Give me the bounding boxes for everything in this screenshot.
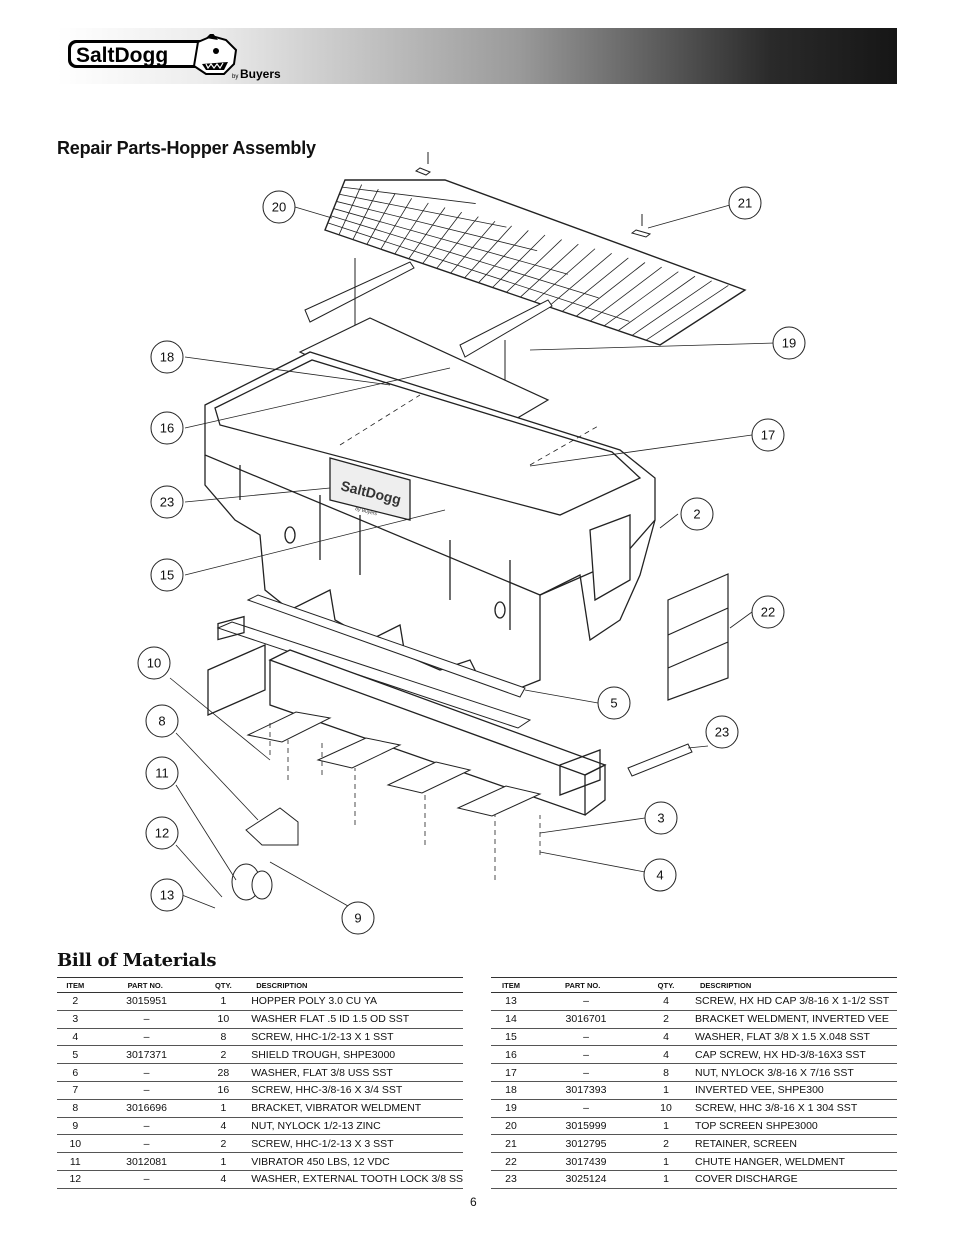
callout xyxy=(681,498,713,530)
callout-number: 20 xyxy=(271,199,287,215)
bom-qty: 1 xyxy=(200,1099,248,1117)
col-qty: QTY. xyxy=(200,978,248,993)
callout-number: 4 xyxy=(656,867,664,883)
bom-row xyxy=(491,1010,897,1028)
bom-part-no: 3012081 xyxy=(94,1153,200,1171)
callout xyxy=(151,559,183,591)
bom-qty: 4 xyxy=(641,993,691,1011)
bom-description: CAP SCREW, HX HD-3/8-16X3 SST xyxy=(691,1046,897,1064)
bom-table-right xyxy=(491,977,897,1189)
logo-maker: Buyers xyxy=(240,67,281,81)
bom-row xyxy=(57,1135,463,1153)
bom-part-no: 3017393 xyxy=(531,1081,641,1099)
callout-number: 10 xyxy=(146,655,162,671)
bom-part-no: – xyxy=(531,1064,641,1082)
bom-description: SCREW, HHC-3/8-16 X 3/4 SST xyxy=(247,1081,463,1099)
bom-description: SCREW, HX HD CAP 3/8-16 X 1-1/2 SST xyxy=(691,993,897,1011)
bom-item: 20 xyxy=(491,1117,531,1135)
bom-description: WASHER, FLAT 3/8 X 1.5 X.048 SST xyxy=(691,1028,897,1046)
callout xyxy=(151,879,183,911)
bom-row xyxy=(491,1117,897,1135)
bom-row xyxy=(57,1064,463,1082)
bom-item: 23 xyxy=(491,1170,531,1188)
bom-qty: 1 xyxy=(200,993,248,1011)
bom-row xyxy=(491,1046,897,1064)
bom-description: WASHER, EXTERNAL TOOTH LOCK 3/8 SS xyxy=(247,1170,463,1188)
bom-item: 19 xyxy=(491,1099,531,1117)
retainer-top xyxy=(416,168,430,175)
bom-row xyxy=(491,1135,897,1153)
top-screen-grid xyxy=(325,180,745,345)
bom-description: HOPPER POLY 3.0 CU YA xyxy=(247,993,463,1011)
bom-row xyxy=(57,1081,463,1099)
bom-row xyxy=(57,1117,463,1135)
bom-qty: 8 xyxy=(200,1028,248,1046)
bom-description: BRACKET WELDMENT, INVERTED VEE xyxy=(691,1010,897,1028)
callout xyxy=(146,705,178,737)
dog-mascot-icon xyxy=(194,34,236,74)
logo-brand: SaltDogg xyxy=(76,44,169,67)
bom-part-no: 3016701 xyxy=(531,1010,641,1028)
bom-description: WASHER FLAT .5 ID 1.5 OD SST xyxy=(247,1010,463,1028)
bom-description: WASHER, FLAT 3/8 USS SST xyxy=(247,1064,463,1082)
saltdogg-logo xyxy=(66,34,296,82)
bom-qty: 4 xyxy=(641,1046,691,1064)
bom-item: 11 xyxy=(57,1153,94,1171)
bom-row xyxy=(57,1170,463,1188)
bom-qty: 10 xyxy=(200,1010,248,1028)
bom-row xyxy=(57,1010,463,1028)
bom-qty: 8 xyxy=(641,1064,691,1082)
callout-number: 2 xyxy=(693,506,701,522)
callout xyxy=(151,412,183,444)
bom-part-no: 3015999 xyxy=(531,1117,641,1135)
callout xyxy=(706,716,738,748)
bom-row xyxy=(491,1170,897,1188)
callout-number: 15 xyxy=(159,567,175,583)
col-qty: QTY. xyxy=(641,978,691,993)
callout xyxy=(263,191,295,223)
callout xyxy=(752,596,784,628)
bom-item: 12 xyxy=(57,1170,94,1188)
col-part: PART NO. xyxy=(94,978,200,993)
bom-item: 15 xyxy=(491,1028,531,1046)
callout xyxy=(146,817,178,849)
section-title: Repair Parts-Hopper Assembly xyxy=(57,138,316,158)
bom-description: NUT, NYLOCK 1/2-13 ZINC xyxy=(247,1117,463,1135)
bom-row xyxy=(57,1099,463,1117)
bom-item: 7 xyxy=(57,1081,94,1099)
bom-item: 18 xyxy=(491,1081,531,1099)
bom-item: 8 xyxy=(57,1099,94,1117)
bom-item: 2 xyxy=(57,993,94,1011)
bom-description: NUT, NYLOCK 3/8-16 X 7/16 SST xyxy=(691,1064,897,1082)
bom-table-left xyxy=(57,977,463,1189)
callout xyxy=(645,802,677,834)
bom-part-no: – xyxy=(531,1046,641,1064)
col-desc: DESCRIPTION xyxy=(247,978,463,993)
callout-number: 18 xyxy=(159,349,175,365)
bom-qty: 16 xyxy=(200,1081,248,1099)
callout-number: 3 xyxy=(657,810,665,826)
bom-qty: 2 xyxy=(641,1010,691,1028)
bom-description: VIBRATOR 450 LBS, 12 VDC xyxy=(247,1153,463,1171)
bom-part-no: – xyxy=(94,1135,200,1153)
bom-item: 4 xyxy=(57,1028,94,1046)
bom-row xyxy=(491,1028,897,1046)
bom-qty: 4 xyxy=(200,1170,248,1188)
bom-description: COVER DISCHARGE xyxy=(691,1170,897,1188)
bom-part-no: – xyxy=(94,1117,200,1135)
bom-qty: 1 xyxy=(641,1170,691,1188)
bom-part-no: 3015951 xyxy=(94,993,200,1011)
bom-part-no: – xyxy=(531,1028,641,1046)
bom-qty: 4 xyxy=(641,1028,691,1046)
bom-row xyxy=(57,1046,463,1064)
page-number: 6 xyxy=(470,1195,477,1209)
callout-number: 12 xyxy=(154,825,170,841)
bom-description: SCREW, HHC 3/8-16 X 1 304 SST xyxy=(691,1099,897,1117)
callout-number: 19 xyxy=(781,335,797,351)
bom-row xyxy=(491,1153,897,1171)
logo-by: by xyxy=(232,74,239,80)
bom-item: 5 xyxy=(57,1046,94,1064)
col-item: ITEM xyxy=(491,978,531,993)
bom-item: 21 xyxy=(491,1135,531,1153)
callout xyxy=(773,327,805,359)
bom-qty: 1 xyxy=(641,1153,691,1171)
bom-part-no: – xyxy=(94,1010,200,1028)
hopper-brand-label: SaltDogg xyxy=(339,477,403,508)
bom-item: 22 xyxy=(491,1153,531,1171)
bom-description: BRACKET, VIBRATOR WELDMENT xyxy=(247,1099,463,1117)
bom-qty: 2 xyxy=(200,1046,248,1064)
callout-number: 23 xyxy=(159,494,175,510)
bom-item: 10 xyxy=(57,1135,94,1153)
bom-row xyxy=(491,993,897,1011)
bom-row xyxy=(57,993,463,1011)
callout-number: 9 xyxy=(354,910,362,926)
bom-part-no: – xyxy=(531,1099,641,1117)
callout xyxy=(729,187,761,219)
bom-part-no: 3017439 xyxy=(531,1153,641,1171)
bom-part-no: 3016696 xyxy=(94,1099,200,1117)
bom-header-row xyxy=(57,978,463,993)
col-desc: DESCRIPTION xyxy=(691,978,897,993)
callout-number: 8 xyxy=(158,713,166,729)
bom-description: SHIELD TROUGH, SHPE3000 xyxy=(247,1046,463,1064)
bom-row xyxy=(491,1064,897,1082)
bom-item: 16 xyxy=(491,1046,531,1064)
bom-part-no: 3012795 xyxy=(531,1135,641,1153)
callout xyxy=(752,419,784,451)
bom-description: SCREW, HHC-1/2-13 X 3 SST xyxy=(247,1135,463,1153)
bom-part-no: – xyxy=(94,1064,200,1082)
bom-item: 17 xyxy=(491,1064,531,1082)
bom-row xyxy=(491,1081,897,1099)
hopper-exploded-diagram xyxy=(0,140,954,940)
bom-title: Bill of Materials xyxy=(57,950,217,971)
callout-number: 11 xyxy=(155,765,169,781)
bom-qty: 2 xyxy=(641,1135,691,1153)
bom-qty: 28 xyxy=(200,1064,248,1082)
bom-row xyxy=(57,1028,463,1046)
col-part: PART NO. xyxy=(531,978,641,993)
bom-qty: 10 xyxy=(641,1099,691,1117)
bom-qty: 1 xyxy=(641,1081,691,1099)
bom-part-no: 3017371 xyxy=(94,1046,200,1064)
bom-row xyxy=(491,1099,897,1117)
bom-part-no: 3025124 xyxy=(531,1170,641,1188)
bom-header-row xyxy=(491,978,897,993)
callout xyxy=(598,687,630,719)
bom-part-no: – xyxy=(94,1081,200,1099)
hopper-maker-label: by Buyers xyxy=(354,506,378,518)
bom-description: RETAINER, SCREEN xyxy=(691,1135,897,1153)
callout xyxy=(342,902,374,934)
callout-number: 16 xyxy=(159,420,175,436)
bom-qty: 1 xyxy=(200,1153,248,1171)
callout-number: 5 xyxy=(610,695,618,711)
bom-part-no: – xyxy=(94,1170,200,1188)
callout xyxy=(151,341,183,373)
bom-description: INVERTED VEE, SHPE300 xyxy=(691,1081,897,1099)
callout-number: 21 xyxy=(737,195,753,211)
callout xyxy=(644,859,676,891)
bom-description: TOP SCREEN SHPE3000 xyxy=(691,1117,897,1135)
callout xyxy=(138,647,170,679)
callout-number: 17 xyxy=(760,427,776,443)
bom-item: 6 xyxy=(57,1064,94,1082)
bom-qty: 1 xyxy=(641,1117,691,1135)
callout-number: 13 xyxy=(159,887,175,903)
bom-qty: 2 xyxy=(200,1135,248,1153)
bom-item: 9 xyxy=(57,1117,94,1135)
callout-number: 23 xyxy=(714,724,730,740)
bom-description: SCREW, HHC-1/2-13 X 1 SST xyxy=(247,1028,463,1046)
bom-item: 14 xyxy=(491,1010,531,1028)
bom-item: 3 xyxy=(57,1010,94,1028)
bom-part-no: – xyxy=(94,1028,200,1046)
bom-part-no: – xyxy=(531,993,641,1011)
bom-item: 13 xyxy=(491,993,531,1011)
bom-description: CHUTE HANGER, WELDMENT xyxy=(691,1153,897,1171)
col-item: ITEM xyxy=(57,978,94,993)
callout xyxy=(146,757,178,789)
bom-qty: 4 xyxy=(200,1117,248,1135)
callout xyxy=(151,486,183,518)
callout-number: 22 xyxy=(760,604,776,620)
bom-row xyxy=(57,1153,463,1171)
retainer-right xyxy=(632,230,650,237)
